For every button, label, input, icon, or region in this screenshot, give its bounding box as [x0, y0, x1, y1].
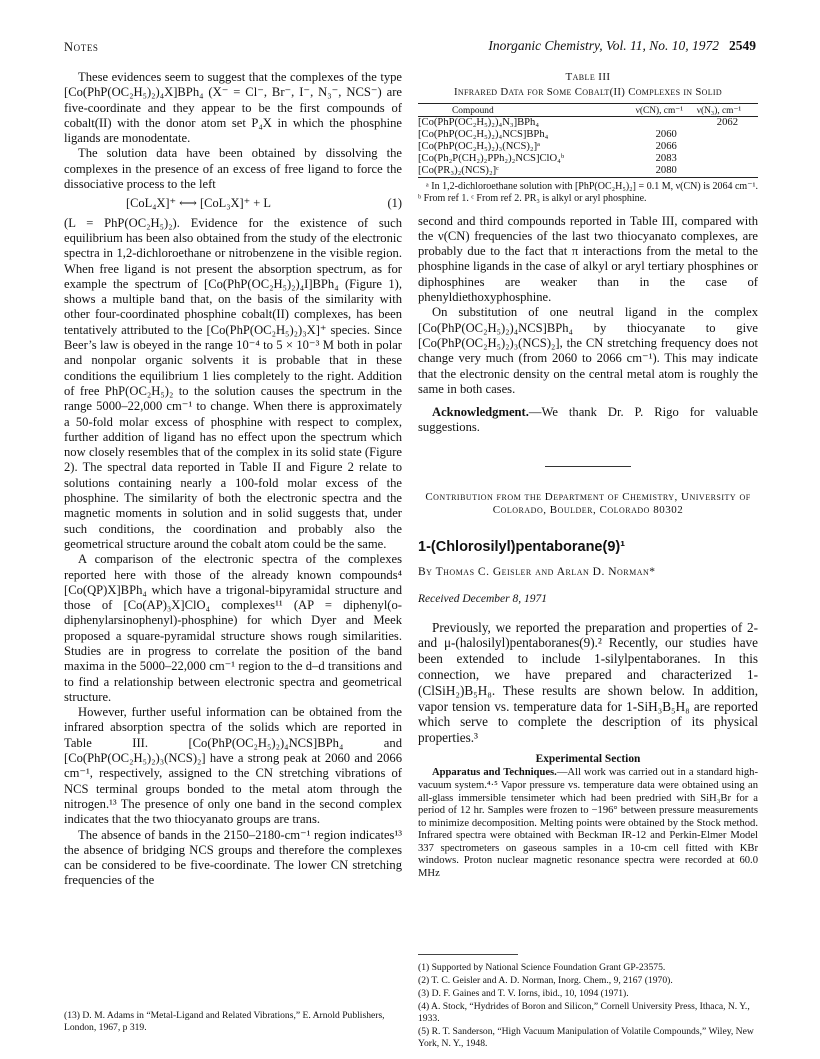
table-title: Infrared Data for Some Cobalt(II) Complexes in Solid: [454, 86, 722, 99]
table-row: [418, 129, 758, 141]
table-cell-compound: [Co(Ph₂P(CH₂)₂PPh₂)₂NCS]ClO₄ᵇ: [418, 152, 565, 164]
footnotes: [418, 962, 758, 1051]
table-cell-compound: [Co(PhP(OC₂H₅)₂)₃(NCS)₂]ᵃ: [418, 140, 541, 152]
paragraph: A comparison of the electronic spectra of the complexes reported here with those of the already known compounds⁴ [Co(QP)X]BPh₄ which have a trigonal-bipyramidal structure and those of [Co(AP)₃X]ClO₄ complexes¹¹ (AP = diphenyl(o-diphenylarsinophenyl)-phosphine) for which Dyer and Meek proposed a square-pyramidal structure shows rough similarities. Studies are in progress to correlate the position of the band maxima in the 5000–22,000 cm⁻¹ region to the d–d transitions and to find a relationship between electronic spectra and geometrical structure.: [64, 552, 402, 704]
table-cell-n3: [697, 165, 758, 177]
footnote: (5) R. T. Sanderson, “High Vacuum Manipulation of Volatile Compounds,” Wiley, New York, N. Y., 1948.: [418, 1026, 754, 1049]
paragraph-heading: Apparatus and Techniques.: [432, 767, 557, 779]
table-cell-compound: [Co(PhP(OC₂H₅)₂)₄NCS]BPh₄: [418, 128, 549, 140]
ir-table: [418, 106, 758, 177]
table-cell-n3: [697, 153, 758, 165]
table-cell-cn: 2083: [655, 152, 677, 164]
equation-body: [CoL₄X]⁺ ⟷ [CoL₃X]⁺ + L: [126, 196, 271, 211]
journal-citation: Inorganic Chemistry, Vol. 11, No. 10, 1972: [488, 38, 719, 53]
paragraph: second and third compounds reported in Table III, compared with the ν(CN) frequencies of the last two thiocyanato complexes, are probably due to the fact that π interactions from the metal to the phosphine ligands in the case of alkyl or aryl tertiary phosphines or diphosphines are weaker than in the case of phenyldiethoxyphosphine.: [418, 213, 758, 305]
table-cell-n3: [697, 141, 758, 153]
intro-paragraph: Previously, we reported the preparation and properties of 2- and μ-(halosilyl)pentaboranes(9).² Recently, our studies have been extended to include 1-silylpentaboranes. In this connection, we have prepared and characterized 1-(ClSiH₂)B₅H₈. These results are shown below. In addition, vapor tension vs. temperature data for 1-SiH₃B₅H₈ are reported which serve to complete the description of its physical properties.³: [418, 619, 758, 746]
paragraph: However, further useful information can be obtained from the infrared absorption spectra of the solids which are reported in Table III. [Co(PhP(OC₂H₅)₂)₄NCS]BPh₄ and [Co(PhP(OC₂H₅)₂)₃(NCS)₂] have a strong peak at 2060 and 2066 cm⁻¹, respectively, assigned to the CN stretching vibrations of NCS terminal groups bonded to the metal atom through the nitrogen.¹³ The presence of only one band in the second complex indicates that the two thiocyanato groups are trans.: [64, 705, 402, 827]
paragraph-body: —All work was carried out in a standard high-vacuum system.⁴·⁵ Vapor pressure vs. temperature data were obtained using an all-glass immersible tensimeter which had been predried with SiH₃Br for a period of 12 hr. Samples were frozen to −196° between pressure measurements to minimize decomposition. Melting points were obtained by the Stock method. Infrared spectra were obtained with Beckman IR-12 and Perkin-Elmer Model 337 spectrometers on gaseous samples in a 10-cm cell fitted with KBr windows. Proton nuclear magnetic resonance spectra were recorded at 60.0 MHz: [418, 767, 758, 880]
footnote-rule: [418, 954, 518, 955]
table-caption: Table III: [565, 71, 611, 83]
equation-number: (1): [387, 196, 402, 211]
paragraph: These evidences seem to suggest that the complexes of the type [Co(PhP(OC₂H₅)₂)₄X]BPh₄ (X⁻ = Cl⁻, Br⁻, I⁻, N₃⁻, NCS⁻) are five-coordinate and they appear to be the first compounds of cobalt(II) with the donor atom set P₄X in which the phosphine ligands are monodentate.: [64, 70, 402, 146]
received-date: Received December 8, 1971: [418, 593, 547, 606]
equation: [64, 192, 402, 215]
paragraph: (L = PhP(OC₂H₅)₂). Evidence for the existence of such equilibrium has been also obtained from the study of the electronic spectra in 1,2-dichloroethane or nitrobenzene in the visible region. When free ligand is not present the absorption spectrum, as for example the spectrum of [Co(PhP(OC₂H₅)₂)₄I]BPh₄ (Figure 1), shows a multiple band that, on the basis of the similarity with other four-coordinated phosphine cobalt(II) complexes, has been tentatively attributed to the [Co(PhP(OC₂H₅)₂)₃X]⁺ species. Since Beer’s law is obeyed in the range 10⁻⁴ to 5 × 10⁻³ M both in polar and nonpolar organic solvents it is probable that in these conditions the equilibrium 1 lies completely to the right. Addition of free PhP(OC₂H₅)₂ to the solution causes the spectrum in the range 5000–22,000 cm⁻¹ to change. When there is approximately a 50-fold molar excess of phosphine with respect to complex, further addition of ligand has no effect upon the spectrum which now closely resembles that of the complex in its solid state (Figure 2). The spectral data reported in Table II and Figure 2 relate to solutions containing nearly a 100-fold molar excess of the phosphine. The similarity of both the electronic spectra and the magnetic moments in solution and in solid suggests that, under such conditions, the coordination and probably also the geometrical structure around the cobalt atom could be the same.: [64, 215, 402, 551]
table-footnote: ᵃ In 1,2-dichloroethane solution with [PhP(OC₂H₅)₂] = 0.1 M, ν(CN) is 2064 cm⁻¹. ᵇ From ref 1. ᶜ From ref 2. PR₃ is alkyl or aryl phosphine.: [418, 180, 758, 205]
table-header-row: [418, 106, 758, 117]
acknowledgment-heading: Acknowledgment.: [432, 405, 529, 420]
byline: By Thomas C. Geisler and Arlan D. Norman*: [418, 566, 656, 579]
table-cell-compound: [Co(PhP(OC₂H₅)₂)₄N₃]BPh₄: [418, 116, 540, 128]
footnote-13: (13) D. M. Adams in “Metal-Ligand and Related Vibrations,” E. Arnold Publishers, London, 1967, p 319.: [64, 1010, 385, 1033]
footnote: (3) D. F. Gaines and T. V. Iorns, ibid., 10, 1094 (1971).: [418, 988, 629, 999]
contribution-line: Contribution from the Department of Chemistry, University of Colorado, Boulder, Colorado 80302: [425, 490, 751, 517]
table-row: [418, 153, 758, 165]
table-header-compound: Compound: [452, 105, 494, 116]
table-cell-n3: 2062: [716, 116, 738, 128]
paragraph: On substitution of one neutral ligand in the complex [Co(PhP(OC₂H₅)₂)₄NCS]BPh₄ by thiocyanate to give [Co(PhP(OC₂H₅)₂)₃(NCS)₂], the CN stretching frequency does not change very much (from 2060 to 2066 cm⁻¹). This may indicate that the electronic density on the central metal atom is roughly the same in both cases.: [418, 305, 758, 396]
paragraph: The solution data have been obtained by dissolving the complexes in the presence of an excess of free ligand to force the dissociative process to the left: [64, 146, 402, 192]
table-header-cn: ν(CN), cm⁻¹: [635, 105, 684, 116]
paragraph: The absence of bands in the 2150–2180-cm⁻¹ region indicates¹³ the absence of bridging NCS groups and therefore the complexes can be considered to be five-coordinate. The lower CN stretching frequencies of the: [64, 827, 402, 888]
table-cell-cn: 2060: [655, 128, 677, 140]
table-row: [418, 116, 758, 129]
page-number: 2549: [729, 38, 756, 53]
footnote: (2) T. C. Geisler and A. D. Norman, Inorg. Chem., 9, 2167 (1970).: [418, 975, 673, 986]
running-head-journal: [488, 38, 756, 54]
acknowledgment: [418, 405, 758, 436]
table-frame: [418, 103, 758, 178]
article-title: 1-(Chlorosilyl)pentaborane(9)¹: [418, 538, 626, 555]
table-cell-compound: [Co(PR₃)₂(NCS)₂]ᶜ: [418, 164, 499, 176]
left-column: [64, 70, 402, 889]
footnote: (4) A. Stock, “Hydrides of Boron and Silicon,” Cornell University Press, Ithaca, N. Y., 1933.: [418, 1001, 750, 1024]
right-column: [418, 70, 758, 881]
table-cell-n3: [697, 129, 758, 141]
paragraph: [418, 767, 758, 880]
table-cell-cn: 2066: [655, 140, 677, 152]
table-row: [418, 165, 758, 177]
running-head-section: Notes: [64, 40, 99, 54]
table-cell-cn: [636, 116, 697, 129]
section-heading: Experimental Section: [535, 753, 641, 766]
table-header-n3: ν(N₃), cm⁻¹: [696, 105, 742, 116]
acknowledgment-text: —We thank Dr. P. Rigo for valuable suggestions.: [418, 405, 758, 435]
table-row: [418, 141, 758, 153]
table-cell-cn: 2080: [655, 164, 677, 176]
article-divider: [545, 466, 631, 467]
footnote: (1) Supported by National Science Foundation Grant GP-23575.: [418, 962, 666, 973]
